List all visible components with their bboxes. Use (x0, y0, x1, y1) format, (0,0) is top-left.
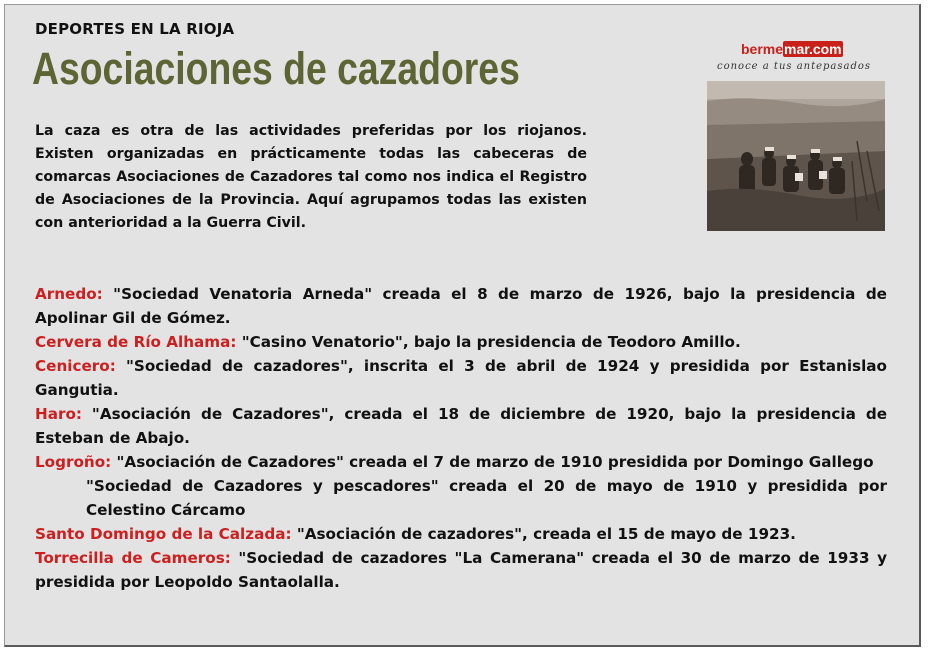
list-item (35, 450, 887, 474)
list-item (35, 402, 887, 450)
logo-brand (741, 41, 843, 57)
place-name: Haro: (35, 405, 82, 423)
page-title: Asociaciones de cazadores (32, 43, 520, 94)
logo-brand-highlight: mar.com (784, 41, 842, 57)
hunters-photo (707, 81, 885, 231)
entry-text: "Asociación de cazadores", creada el 15 de mayo de 1923. (291, 525, 796, 543)
place-name: Santo Domingo de la Calzada: (35, 525, 292, 543)
entry-text: "Casino Venatorio", bajo la presidencia de Teodoro Amillo. (236, 333, 741, 351)
logo-brand-prefix: berme (741, 41, 784, 57)
place-name: Cenicero: (35, 357, 116, 375)
entry-text: "Asociación de Cazadores", creada el 18 de diciembre de 1920, bajo la presidencia de Esteban de Abajo. (35, 405, 887, 447)
entry-text: "Sociedad de Cazadores y pescadores" creada el 20 de mayo de 1910 y presidida por Celestino Cárcamo (86, 477, 887, 519)
logo-tagline: conoce a tus antepasados (717, 61, 872, 72)
list-item (35, 330, 887, 354)
place-name: Cervera de Río Alhama: (35, 333, 237, 351)
entry-text: "Sociedad de cazadores", inscrita el 3 de abril de 1924 y presidida por Estanislao Gangutia. (35, 357, 887, 399)
associations-list (35, 282, 887, 594)
content-panel (4, 4, 921, 647)
list-item (35, 546, 887, 594)
entry-text: "Asociación de Cazadores" creada el 7 de marzo de 1910 presidida por Domingo Gallego (111, 453, 874, 471)
list-item (35, 354, 887, 402)
place-name: Torrecilla de Cameros: (35, 549, 231, 567)
section-heading: DEPORTES EN LA RIOJA (35, 20, 235, 38)
intro-paragraph: La caza es otra de las actividades preferidas por los riojanos. Existen organizadas en prácticamente todas las cabeceras de comarcas Asociaciones de Cazadores tal como nos indica el Registro de Asociaciones de la Provincia. Aquí agrupamos todas las existen con anterioridad a la Guerra Civil. (35, 123, 587, 231)
entry-text: "Sociedad Venatoria Arneda" creada el 8 de marzo de 1926, bajo la presidencia de Apolinar Gil de Gómez. (35, 285, 887, 327)
place-name: Arnedo: (35, 285, 103, 303)
list-item (35, 522, 887, 546)
place-name: Logroño: (35, 453, 112, 471)
list-item-sub (86, 474, 887, 522)
entry-text: "Sociedad de cazadores "La Camerana" creada el 30 de marzo de 1933 y presidida por Leopoldo Santaolalla. (35, 549, 887, 591)
bermemar-logo[interactable] (705, 37, 885, 231)
list-item (35, 282, 887, 330)
